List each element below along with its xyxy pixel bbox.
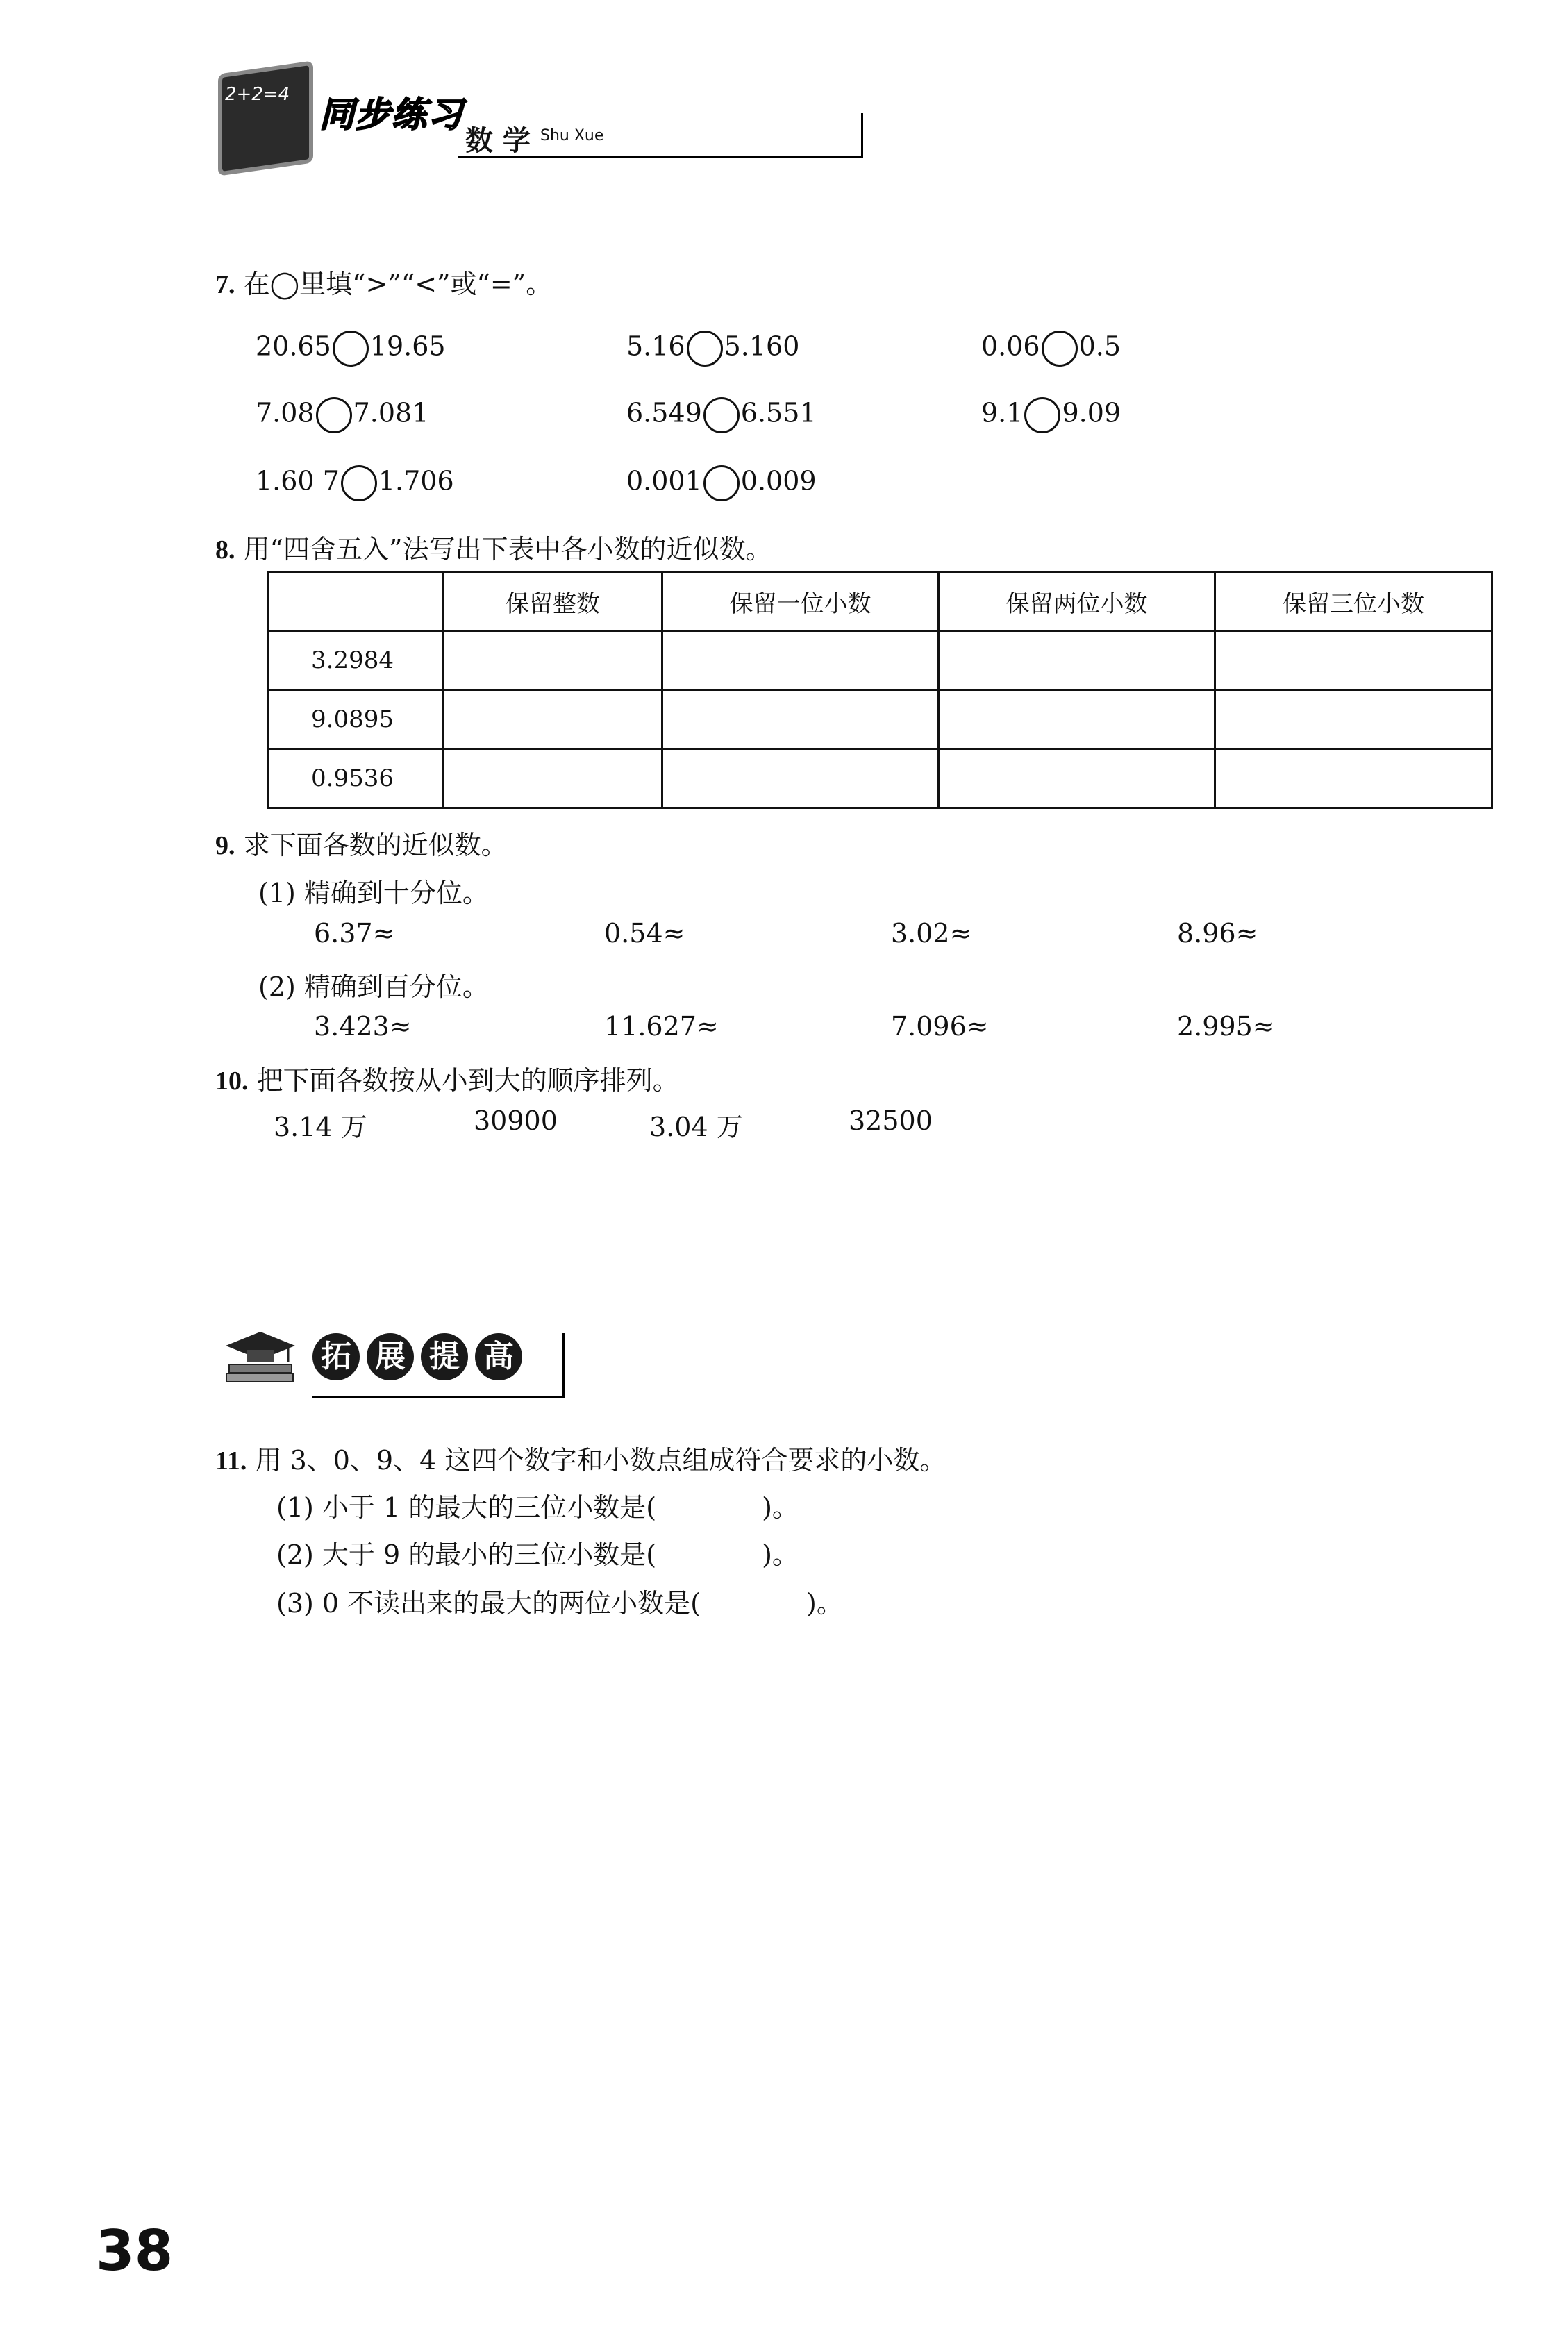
answer-cell[interactable] [662, 749, 939, 808]
q7-item [981, 397, 1121, 433]
table-header-cell [269, 572, 444, 631]
subject-pinyin: Shu Xue [540, 127, 604, 144]
page-number: 38 [96, 2219, 174, 2283]
answer-cell[interactable] [939, 631, 1215, 690]
q7-text: 在◯里填“>”“<”或“=”。 [243, 269, 553, 299]
q9-prompt [215, 824, 508, 862]
q7-left-value: 7.08 [256, 397, 315, 428]
q9-text: 求下面各数的近似数。 [243, 830, 508, 860]
q10-item: 3.14 万 [274, 1112, 367, 1142]
extension-section-banner [208, 1312, 569, 1403]
q11-prompt [215, 1439, 946, 1477]
answer-cell[interactable] [1215, 690, 1492, 749]
q7-left-value: 9.1 [981, 397, 1024, 428]
q10-item: 30900 [474, 1105, 558, 1136]
q7-left-value: 20.65 [256, 331, 331, 362]
subject-label: 数 学 [465, 125, 531, 157]
answer-circle[interactable] [703, 397, 740, 433]
extension-title-char: 展 [367, 1333, 414, 1380]
q10-number: 10. [215, 1067, 249, 1096]
q9-item: 6.37≈ [314, 918, 395, 949]
q7-left-value: 6.549 [626, 397, 702, 428]
row-number: 0.9536 [269, 749, 444, 808]
answer-circle[interactable] [316, 397, 352, 433]
extension-title-char: 拓 [312, 1333, 360, 1380]
q10-item: 32500 [849, 1105, 933, 1136]
answer-cell[interactable] [662, 631, 939, 690]
q11-number: 11. [215, 1446, 247, 1476]
q8-number: 8. [215, 535, 235, 565]
answer-cell[interactable] [1215, 749, 1492, 808]
q7-right-value: 5.160 [724, 331, 800, 362]
answer-circle[interactable] [1042, 331, 1078, 367]
q9-item: 8.96≈ [1177, 918, 1258, 949]
book-title: 同步练习 [319, 94, 464, 135]
answer-cell[interactable] [939, 749, 1215, 808]
q9-part2-label: (2) 精确到百分位。 [258, 971, 489, 1002]
answer-cell[interactable] [444, 690, 662, 749]
answer-circle[interactable] [703, 465, 740, 501]
table-row [269, 690, 1492, 749]
extension-title-char: 高 [475, 1333, 522, 1380]
q9-number: 9. [215, 831, 235, 860]
approximation-table [267, 571, 1493, 809]
q8-text: 用“四舍五入”法写出下表中各小数的近似数。 [243, 534, 772, 565]
q7-item [626, 465, 817, 501]
answer-cell[interactable] [939, 690, 1215, 749]
q7-item [981, 331, 1121, 367]
row-number: 3.2984 [269, 631, 444, 690]
graduation-cap-icon [222, 1326, 299, 1389]
q7-right-value: 7.081 [353, 397, 429, 428]
table-header-cell: 保留三位小数 [1215, 572, 1492, 631]
q9-item: 11.627≈ [604, 1011, 719, 1042]
table-header-row [269, 572, 1492, 631]
q9-item: 7.096≈ [891, 1011, 989, 1042]
q11-part: (2) 大于 9 的最小的三位小数是( )。 [276, 1539, 799, 1570]
table-row [269, 631, 1492, 690]
table-header-cell: 保留整数 [444, 572, 662, 631]
q7-left-value: 1.60 7 [256, 465, 340, 496]
page-header [208, 59, 660, 177]
answer-circle[interactable] [687, 331, 723, 367]
answer-circle[interactable] [1024, 397, 1060, 433]
q7-right-value: 0.5 [1078, 331, 1121, 362]
q9-item: 3.02≈ [891, 918, 972, 949]
q8-prompt [215, 528, 772, 566]
q7-item [256, 397, 428, 433]
answer-circle[interactable] [341, 465, 377, 501]
q11-text: 用 3、0、9、4 这四个数字和小数点组成符合要求的小数。 [255, 1445, 946, 1476]
q7-item [626, 397, 817, 433]
q7-right-value: 0.009 [740, 465, 817, 496]
q9-item: 3.423≈ [314, 1011, 412, 1042]
table-header-cell: 保留两位小数 [939, 572, 1215, 631]
q11-part: (3) 0 不读出来的最大的两位小数是( )。 [276, 1588, 843, 1619]
extension-title-char: 提 [421, 1333, 468, 1380]
q10-text: 把下面各数按从小到大的顺序排列。 [256, 1065, 679, 1096]
q7-item [626, 331, 799, 367]
q11-part: (1) 小于 1 的最大的三位小数是( )。 [276, 1492, 799, 1523]
q7-right-value: 6.551 [740, 397, 817, 428]
q7-left-value: 0.001 [626, 465, 702, 496]
q7-item [256, 465, 454, 501]
chalkboard-icon [218, 60, 313, 176]
q9-part1-label: (1) 精确到十分位。 [258, 878, 489, 908]
table-header-cell: 保留一位小数 [662, 572, 939, 631]
q7-prompt [215, 262, 552, 301]
q7-left-value: 5.16 [626, 331, 685, 362]
answer-cell[interactable] [444, 749, 662, 808]
q7-right-value: 1.706 [378, 465, 454, 496]
q7-item [256, 331, 446, 367]
q10-prompt [215, 1059, 679, 1097]
answer-circle[interactable] [333, 331, 369, 367]
table-row [269, 749, 1492, 808]
q7-number: 7. [215, 270, 235, 299]
extension-title-box [312, 1333, 565, 1398]
q10-item: 3.04 万 [649, 1112, 743, 1142]
answer-cell[interactable] [662, 690, 939, 749]
chalkboard-text: 2+2=4 [225, 84, 290, 105]
subject-label-box [458, 113, 863, 158]
q7-left-value: 0.06 [981, 331, 1040, 362]
q9-item: 0.54≈ [604, 918, 685, 949]
row-number: 9.0895 [269, 690, 444, 749]
q7-right-value: 19.65 [369, 331, 446, 362]
answer-cell[interactable] [444, 631, 662, 690]
q7-right-value: 9.09 [1062, 397, 1121, 428]
q9-item: 2.995≈ [1177, 1011, 1275, 1042]
answer-cell[interactable] [1215, 631, 1492, 690]
